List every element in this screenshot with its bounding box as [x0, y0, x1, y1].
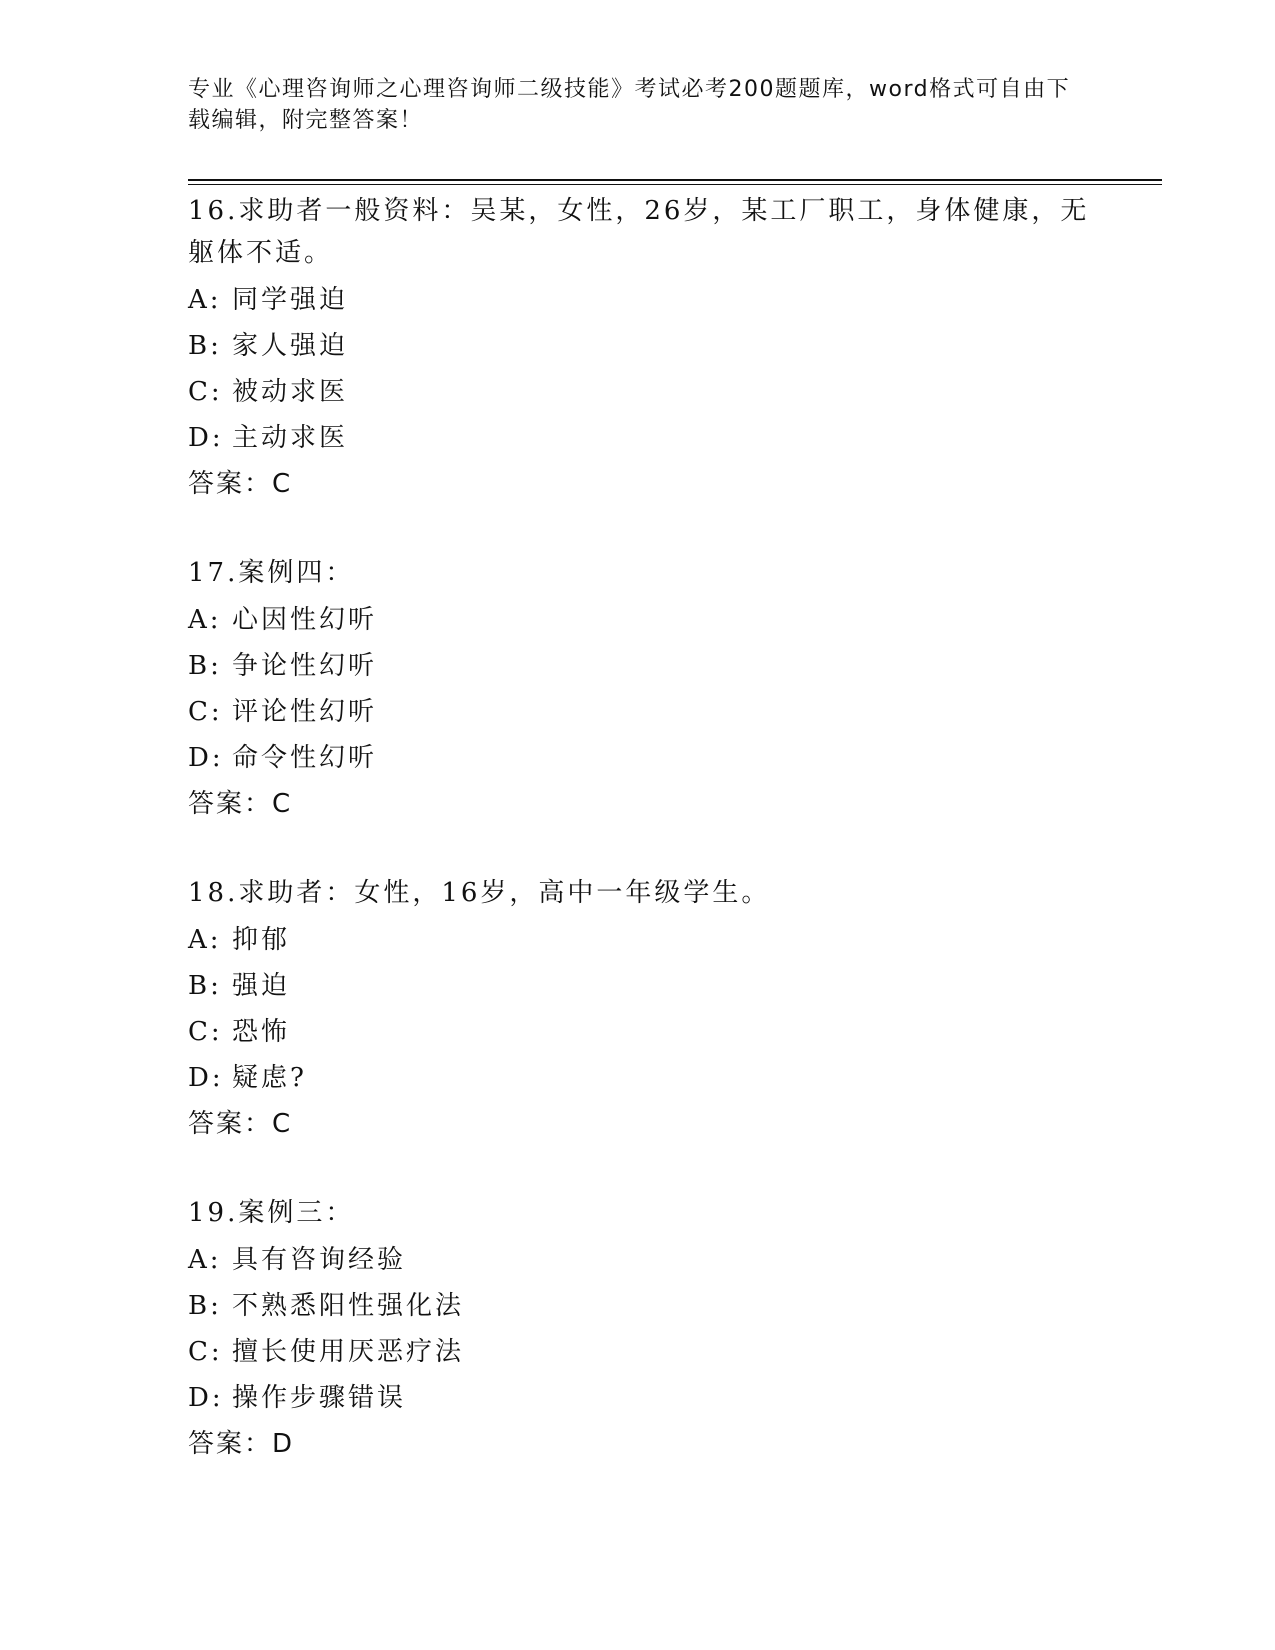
option-text: 同学强迫 — [232, 285, 349, 315]
option-key: C: — [188, 1337, 223, 1367]
question-stem: 19.案例三： — [188, 1198, 355, 1228]
question-stem: 16.求助者一般资料：吴某，女性，26岁，某工厂职工，身体健康，无躯体不适。 — [188, 196, 1090, 268]
option-key: D: — [188, 1383, 224, 1413]
option-text: 被动求医 — [232, 377, 349, 407]
option-a — [188, 277, 1108, 323]
option-b — [188, 323, 1108, 369]
option-key: B: — [188, 651, 222, 681]
option-text: 擅长使用厌恶疗法 — [232, 1337, 465, 1367]
option-key: D: — [188, 1063, 224, 1093]
option-d — [188, 1375, 1108, 1421]
question-19 — [188, 1192, 1108, 1467]
option-text: 家人强迫 — [232, 331, 349, 361]
question-stem: 17.案例四： — [188, 558, 355, 588]
option-key: A: — [188, 285, 222, 315]
option-a — [188, 917, 1108, 963]
option-text: 评论性幻听 — [232, 697, 378, 727]
answer-line: 答案：D — [188, 1429, 295, 1459]
answer-line: 答案：C — [188, 789, 293, 819]
answer-line: 答案：C — [188, 1109, 293, 1139]
option-key: C: — [188, 377, 223, 407]
option-b — [188, 963, 1108, 1009]
option-text: 主动求医 — [232, 423, 349, 453]
option-a — [188, 1237, 1108, 1283]
option-text: 心因性幻听 — [232, 605, 378, 635]
option-b — [188, 1283, 1108, 1329]
option-text: 命令性幻听 — [232, 743, 378, 773]
option-d — [188, 415, 1108, 461]
option-text: 操作步骤错误 — [232, 1383, 407, 1413]
option-key: B: — [188, 331, 222, 361]
option-text: 争论性幻听 — [232, 651, 378, 681]
document-header: 专业《心理咨询师之心理咨询师二级技能》考试必考200题题库，word格式可自由下载编辑，附完整答案！ — [188, 77, 1071, 133]
option-text: 不熟悉阳性强化法 — [232, 1291, 465, 1321]
question-18 — [188, 872, 1108, 1147]
option-text: 疑虑? — [232, 1063, 307, 1093]
option-a — [188, 597, 1108, 643]
option-key: A: — [188, 1245, 222, 1275]
option-key: B: — [188, 971, 222, 1001]
option-key: D: — [188, 743, 224, 773]
option-b — [188, 643, 1108, 689]
question-stem: 18.求助者：女性，16岁，高中一年级学生。 — [188, 878, 771, 908]
option-key: B: — [188, 1291, 222, 1321]
option-text: 抑郁 — [232, 925, 291, 955]
option-key: A: — [188, 605, 222, 635]
question-list — [188, 190, 1108, 1512]
question-17 — [188, 552, 1108, 827]
option-c — [188, 1329, 1108, 1375]
option-d — [188, 735, 1108, 781]
question-16 — [188, 190, 1108, 507]
option-key: C: — [188, 1017, 223, 1047]
option-c — [188, 689, 1108, 735]
option-key: D: — [188, 423, 224, 453]
answer-line: 答案：C — [188, 469, 293, 499]
header-divider-thin — [188, 184, 1162, 185]
option-key: A: — [188, 925, 222, 955]
option-c — [188, 369, 1108, 415]
header-divider-thick — [188, 179, 1162, 181]
option-key: C: — [188, 697, 223, 727]
option-text: 具有咨询经验 — [232, 1245, 407, 1275]
option-text: 恐怖 — [232, 1017, 291, 1047]
option-d — [188, 1055, 1108, 1101]
option-c — [188, 1009, 1108, 1055]
option-text: 强迫 — [232, 971, 291, 1001]
